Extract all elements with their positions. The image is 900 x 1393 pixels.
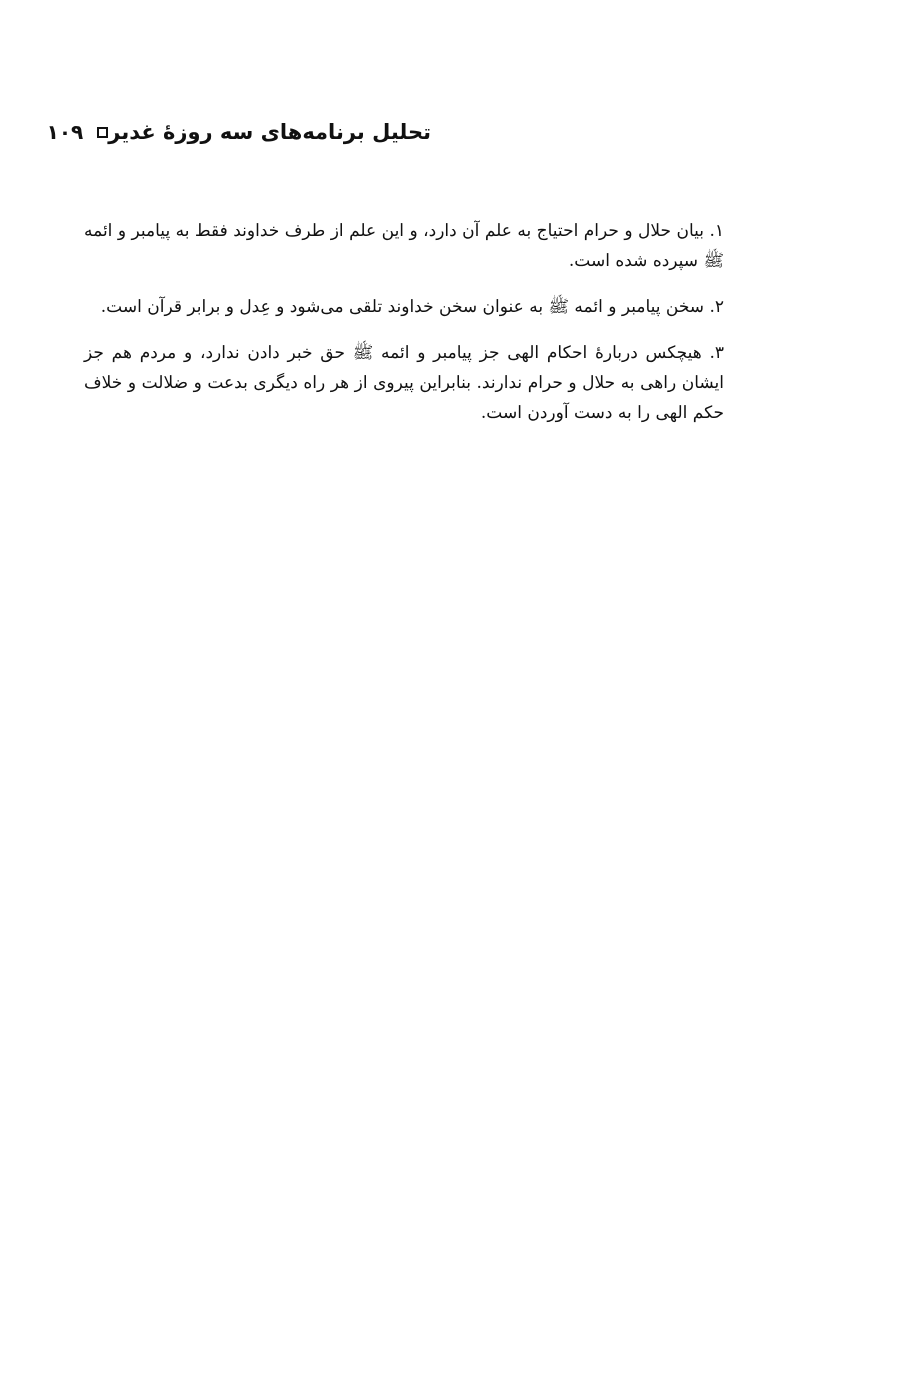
running-header-title: تحلیل برنامه‌های سه روزهٔ غدیر <box>108 120 431 144</box>
body-text <box>84 216 724 444</box>
page-number: ۱۰۹ <box>46 120 84 144</box>
list-item-3: ۳. هیچکس دربارهٔ احکام الهی جز پیامبر و ائمه ﷺ حق خبر دادن ندارد، و مردم هم جز ایشان راهی به حلال و حرام ندارند. بنابراین پیروی از هر راه دیگری بدعت و ضلالت و خلاف حکم الهی را به دست آوردن است. <box>84 343 724 423</box>
list-item-1: ۱. بیان حلال و حرام احتیاج به علم آن دارد، و این علم از طرف خداوند فقط به پیامبر و ائمه ﷺ سپرده شده است. <box>84 221 724 271</box>
list-item-2: ۲. سخن پیامبر و ائمه ﷺ به عنوان سخن خداوند تلقی می‌شود و عِدل و برابر قرآن است. <box>100 297 724 317</box>
running-header <box>46 112 431 152</box>
page-number-group <box>47 120 109 144</box>
square-separator-icon <box>97 127 108 138</box>
